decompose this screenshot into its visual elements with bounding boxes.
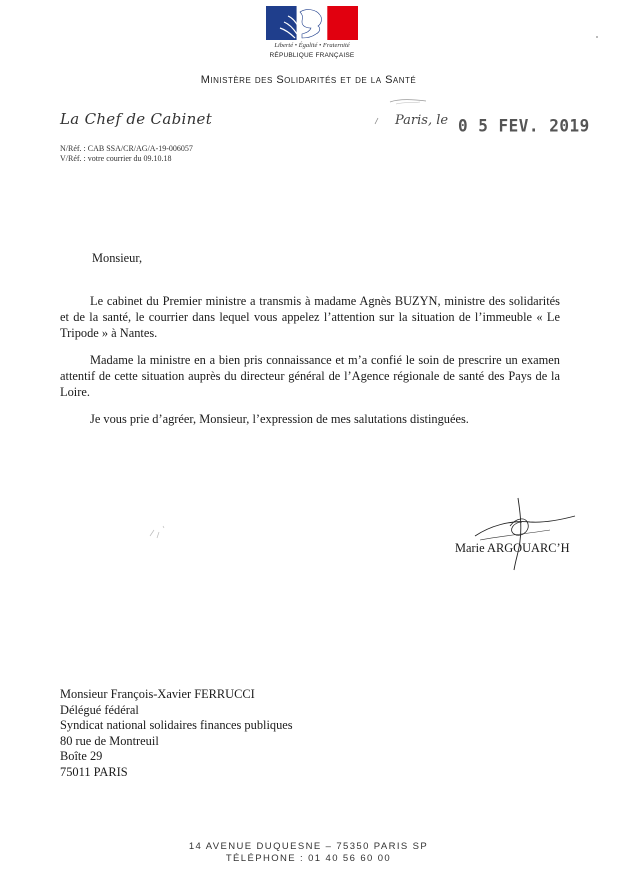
republique-francaise-logo — [266, 6, 358, 62]
our-reference: N/Réf. : CAB SSA/CR/AG/A-19-006057 — [60, 144, 193, 153]
place-label: Paris, le — [395, 113, 449, 128]
paragraph-3-text: Je vous prie d’agréer, Monsieur, l’expression de mes salutations distinguées. — [90, 412, 469, 426]
scan-speck — [596, 36, 598, 38]
footer-address: 14 AVENUE DUQUESNE – 75350 PARIS SP — [188, 841, 429, 852]
recipient-name: Monsieur François-Xavier FERRUCCI — [60, 687, 255, 701]
republic-motto: Liberté • Égalité • Fraternité — [274, 42, 350, 49]
recipient-city: 75011 PARIS — [60, 764, 128, 779]
paragraph-2 — [60, 352, 560, 400]
pen-tick-icon — [372, 114, 392, 126]
paragraph-1 — [60, 293, 560, 341]
date-stamp: 0 5 FEV. 2019 — [458, 115, 590, 136]
faint-scan-mark — [145, 518, 175, 548]
recipient-organization: Syndicat national solidaires finances publiques — [60, 718, 293, 733]
recipient-street: 80 rue de Montreuil — [60, 733, 159, 748]
republic-name: RÉPUBLIQUE FRANÇAISE — [269, 52, 355, 59]
paragraph-1-text: Le cabinet du Premier ministre a transmis à madame Agnès BUZYN, ministre des solidarités et de la santé, le courrier dans lequel vous appelez l’attention sur la situation de l’immeuble « Le Tripode » à Nantes. — [60, 294, 560, 340]
pen-mark-icon — [388, 96, 428, 106]
recipient-address — [60, 687, 293, 781]
salutation: Monsieur, — [92, 251, 143, 265]
ministry-heading: Ministère des Solidarités et de la Santé — [200, 74, 417, 86]
recipient-function: Délégué fédéral — [60, 702, 139, 717]
recipient-box: Boîte 29 — [60, 749, 103, 764]
your-reference: V/Réf. : votre courrier du 09.10.18 — [60, 154, 172, 163]
signer-name: Marie ARGOUARC’H — [455, 541, 570, 555]
paragraph-2-text: Madame la ministre en a bien pris connaissance et m’a confié le soin de prescrire un examen attentif de cette situation auprès du directeur général de l’Agence régionale de santé des Pays de la Loire. — [60, 353, 560, 399]
footer-phone: TÉLÉPHONE : 01 40 56 60 00 — [225, 853, 392, 864]
sender-title: La Chef de Cabinet — [60, 110, 213, 128]
references — [60, 144, 193, 164]
paragraph-3 — [60, 411, 560, 427]
handwritten-signature — [470, 496, 580, 576]
marianne-flag-icon — [266, 6, 358, 40]
